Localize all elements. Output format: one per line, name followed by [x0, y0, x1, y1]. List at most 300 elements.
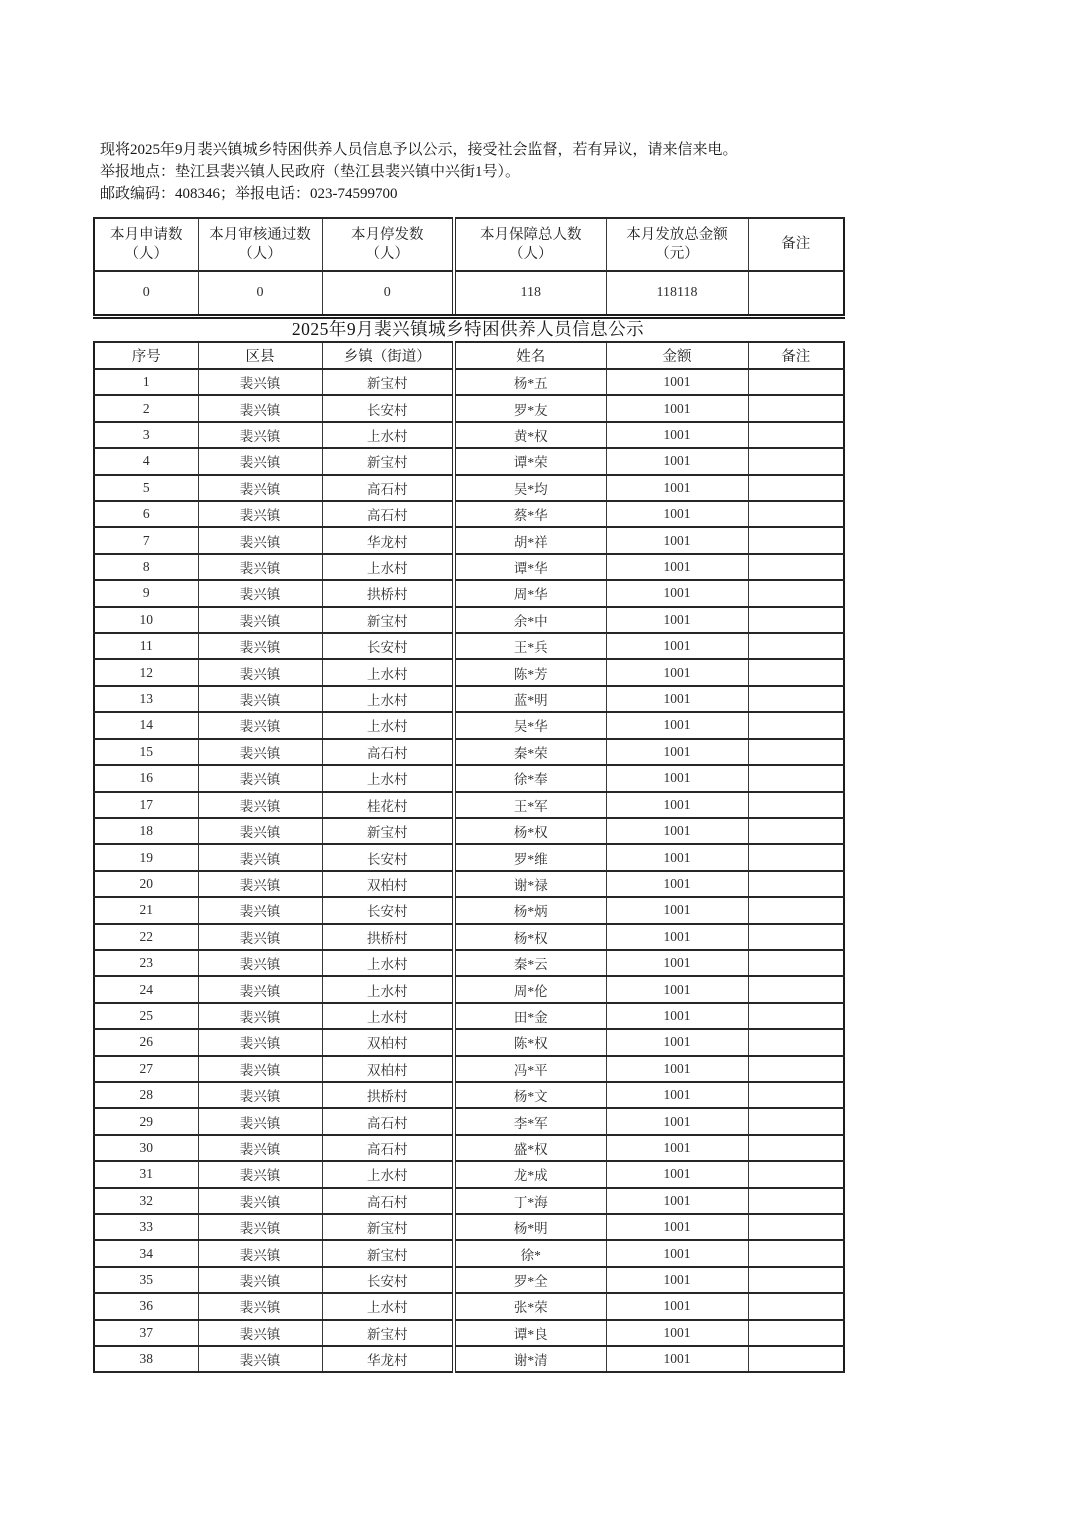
cell-amount: 1001: [606, 1029, 748, 1055]
cell-district: 裴兴镇: [198, 1267, 322, 1293]
col-header-amount: 金额: [606, 342, 748, 369]
cell-name: 蓝*明: [454, 686, 606, 712]
cell-amount: 1001: [606, 818, 748, 844]
cell-district: 裴兴镇: [198, 501, 322, 527]
cell-district: 裴兴镇: [198, 369, 322, 395]
cell-district: 裴兴镇: [198, 1161, 322, 1187]
cell-district: 裴兴镇: [198, 1346, 322, 1372]
table-row: [94, 976, 844, 1002]
cell-seq: 34: [94, 1240, 198, 1266]
table-row: [94, 765, 844, 791]
cell-town: 长安村: [322, 1267, 454, 1293]
cell-seq: 12: [94, 659, 198, 685]
cell-seq: 32: [94, 1188, 198, 1214]
table-row: [94, 1135, 844, 1161]
summary-value-note: [748, 271, 844, 316]
cell-amount: 1001: [606, 897, 748, 923]
table-row: [94, 950, 844, 976]
cell-town: 新宝村: [322, 448, 454, 474]
cell-seq: 16: [94, 765, 198, 791]
cell-note: [748, 422, 844, 448]
cell-seq: 36: [94, 1293, 198, 1319]
cell-amount: 1001: [606, 976, 748, 1002]
cell-amount: 1001: [606, 1240, 748, 1266]
cell-amount: 1001: [606, 712, 748, 738]
table-row: [94, 871, 844, 897]
table-row: [94, 686, 844, 712]
table-row: [94, 739, 844, 765]
cell-town: 新宝村: [322, 607, 454, 633]
cell-name: 陈*芳: [454, 659, 606, 685]
table-row: [94, 818, 844, 844]
table-row: [94, 422, 844, 448]
cell-town: 高石村: [322, 475, 454, 501]
cell-name: 王*军: [454, 792, 606, 818]
cell-seq: 19: [94, 844, 198, 870]
summary-value-applications: 0: [94, 271, 198, 316]
cell-note: [748, 1267, 844, 1293]
cell-seq: 10: [94, 607, 198, 633]
col-header-name: 姓名: [454, 342, 606, 369]
cell-name: 秦*荣: [454, 739, 606, 765]
table-row: [94, 1214, 844, 1240]
cell-district: 裴兴镇: [198, 1240, 322, 1266]
cell-seq: 21: [94, 897, 198, 923]
cell-note: [748, 871, 844, 897]
summary-value-stopped: 0: [322, 271, 454, 316]
cell-amount: 1001: [606, 924, 748, 950]
monthly-summary-table: [93, 217, 845, 319]
cell-town: 新宝村: [322, 369, 454, 395]
cell-name: 胡*祥: [454, 527, 606, 553]
cell-district: 裴兴镇: [198, 659, 322, 685]
summary-value-total-people: 118: [454, 271, 606, 316]
cell-amount: 1001: [606, 659, 748, 685]
cell-amount: 1001: [606, 844, 748, 870]
cell-note: [748, 1161, 844, 1187]
cell-district: 裴兴镇: [198, 1082, 322, 1108]
cell-district: 裴兴镇: [198, 448, 322, 474]
cell-seq: 13: [94, 686, 198, 712]
cell-town: 双柏村: [322, 871, 454, 897]
cell-district: 裴兴镇: [198, 976, 322, 1002]
cell-district: 裴兴镇: [198, 580, 322, 606]
cell-seq: 23: [94, 950, 198, 976]
cell-amount: 1001: [606, 475, 748, 501]
cell-seq: 24: [94, 976, 198, 1002]
table-row: [94, 924, 844, 950]
cell-note: [748, 369, 844, 395]
col-header-note: 备注: [748, 342, 844, 369]
cell-district: 裴兴镇: [198, 527, 322, 553]
cell-name: 吴*均: [454, 475, 606, 501]
cell-name: 秦*云: [454, 950, 606, 976]
cell-name: 冯*平: [454, 1056, 606, 1082]
cell-seq: 8: [94, 554, 198, 580]
cell-district: 裴兴镇: [198, 1029, 322, 1055]
table-row: [94, 897, 844, 923]
cell-district: 裴兴镇: [198, 1214, 322, 1240]
cell-town: 双柏村: [322, 1056, 454, 1082]
cell-seq: 26: [94, 1029, 198, 1055]
cell-district: 裴兴镇: [198, 475, 322, 501]
summary-col-total-people: [454, 218, 606, 271]
cell-amount: 1001: [606, 950, 748, 976]
cell-note: [748, 1108, 844, 1134]
cell-district: 裴兴镇: [198, 1056, 322, 1082]
cell-town: 上水村: [322, 1161, 454, 1187]
summary-col-stopped-label: 本月停发数: [351, 226, 424, 243]
cell-town: 新宝村: [322, 1240, 454, 1266]
cell-town: 上水村: [322, 765, 454, 791]
cell-note: [748, 659, 844, 685]
table-row: [94, 475, 844, 501]
cell-seq: 25: [94, 1003, 198, 1029]
table-row: [94, 1003, 844, 1029]
table-row: [94, 844, 844, 870]
cell-name: 罗*维: [454, 844, 606, 870]
table-row: [94, 501, 844, 527]
cell-name: 谭*荣: [454, 448, 606, 474]
cell-seq: 38: [94, 1346, 198, 1372]
cell-seq: 17: [94, 792, 198, 818]
cell-note: [748, 580, 844, 606]
cell-note: [748, 1056, 844, 1082]
cell-name: 龙*成: [454, 1161, 606, 1187]
cell-note: [748, 712, 844, 738]
cell-seq: 33: [94, 1214, 198, 1240]
cell-name: 李*军: [454, 1108, 606, 1134]
cell-town: 高石村: [322, 501, 454, 527]
cell-name: 余*中: [454, 607, 606, 633]
cell-name: 徐*奉: [454, 765, 606, 791]
cell-note: [748, 686, 844, 712]
cell-name: 杨*五: [454, 369, 606, 395]
cell-district: 裴兴镇: [198, 1188, 322, 1214]
cell-town: 长安村: [322, 633, 454, 659]
cell-note: [748, 501, 844, 527]
summary-col-stopped: [322, 218, 454, 271]
table-row: [94, 1346, 844, 1372]
cell-town: 上水村: [322, 950, 454, 976]
cell-district: 裴兴镇: [198, 792, 322, 818]
cell-amount: 1001: [606, 607, 748, 633]
cell-amount: 1001: [606, 580, 748, 606]
cell-amount: 1001: [606, 1346, 748, 1372]
cell-district: 裴兴镇: [198, 950, 322, 976]
cell-town: 上水村: [322, 712, 454, 738]
cell-town: 上水村: [322, 976, 454, 1002]
cell-name: 黄*权: [454, 422, 606, 448]
cell-seq: 37: [94, 1320, 198, 1346]
cell-name: 张*荣: [454, 1293, 606, 1319]
cell-note: [748, 844, 844, 870]
cell-name: 杨*权: [454, 818, 606, 844]
cell-district: 裴兴镇: [198, 1135, 322, 1161]
cell-district: 裴兴镇: [198, 607, 322, 633]
cell-seq: 29: [94, 1108, 198, 1134]
summary-header-row: [94, 218, 844, 271]
cell-district: 裴兴镇: [198, 765, 322, 791]
table-row: [94, 395, 844, 421]
cell-seq: 6: [94, 501, 198, 527]
summary-col-approved-unit: （人）: [238, 245, 282, 262]
cell-town: 新宝村: [322, 1214, 454, 1240]
cell-name: 徐*: [454, 1240, 606, 1266]
cell-seq: 11: [94, 633, 198, 659]
cell-amount: 1001: [606, 1267, 748, 1293]
cell-note: [748, 1320, 844, 1346]
cell-seq: 31: [94, 1161, 198, 1187]
intro-line-announcement: 现将2025年9月裴兴镇城乡特困供养人员信息予以公示，接受社会监督，若有异议，请来信来电。: [100, 142, 738, 158]
table-row: [94, 1056, 844, 1082]
summary-value-approved: 0: [198, 271, 322, 316]
table-row: [94, 633, 844, 659]
cell-amount: 1001: [606, 448, 748, 474]
summary-col-applications-label: 本月申请数: [110, 226, 183, 243]
cell-town: 上水村: [322, 686, 454, 712]
cell-name: 盛*权: [454, 1135, 606, 1161]
cell-amount: 1001: [606, 1214, 748, 1240]
summary-col-note-label: 备注: [781, 236, 811, 252]
cell-district: 裴兴镇: [198, 712, 322, 738]
table-row: [94, 712, 844, 738]
cell-name: 谢*禄: [454, 871, 606, 897]
cell-amount: 1001: [606, 527, 748, 553]
table-row: [94, 369, 844, 395]
intro-line-postcode-phone: 邮政编码：408346；举报电话：023-74599700: [100, 186, 398, 202]
cell-seq: 2: [94, 395, 198, 421]
cell-district: 裴兴镇: [198, 844, 322, 870]
cell-town: 上水村: [322, 554, 454, 580]
cell-amount: 1001: [606, 1188, 748, 1214]
table-row: [94, 1188, 844, 1214]
cell-name: 杨*文: [454, 1082, 606, 1108]
cell-note: [748, 765, 844, 791]
cell-note: [748, 1188, 844, 1214]
cell-note: [748, 633, 844, 659]
cell-town: 上水村: [322, 659, 454, 685]
cell-seq: 1: [94, 369, 198, 395]
cell-amount: 1001: [606, 1293, 748, 1319]
cell-amount: 1001: [606, 501, 748, 527]
cell-note: [748, 527, 844, 553]
summary-col-stopped-unit: （人）: [365, 245, 409, 262]
table-row: [94, 580, 844, 606]
summary-value-total-amount: 118118: [606, 271, 748, 316]
cell-amount: 1001: [606, 369, 748, 395]
cell-note: [748, 950, 844, 976]
table-row: [94, 1267, 844, 1293]
main-table-title: 2025年9月裴兴镇城乡特困供养人员信息公示: [291, 319, 645, 339]
cell-name: 罗*友: [454, 395, 606, 421]
table-row: [94, 448, 844, 474]
cell-name: 杨*权: [454, 924, 606, 950]
cell-seq: 4: [94, 448, 198, 474]
cell-town: 高石村: [322, 1108, 454, 1134]
cell-town: 双柏村: [322, 1029, 454, 1055]
cell-district: 裴兴镇: [198, 924, 322, 950]
cell-town: 上水村: [322, 1293, 454, 1319]
summary-col-total-amount-label: 本月发放总金额: [626, 226, 728, 243]
summary-col-note: [748, 218, 844, 271]
cell-note: [748, 395, 844, 421]
table-row: [94, 1108, 844, 1134]
cell-seq: 35: [94, 1267, 198, 1293]
cell-amount: 1001: [606, 1320, 748, 1346]
cell-amount: 1001: [606, 554, 748, 580]
cell-district: 裴兴镇: [198, 818, 322, 844]
cell-amount: 1001: [606, 792, 748, 818]
cell-district: 裴兴镇: [198, 1108, 322, 1134]
cell-amount: 1001: [606, 1108, 748, 1134]
cell-district: 裴兴镇: [198, 686, 322, 712]
cell-town: 高石村: [322, 739, 454, 765]
table-row: [94, 607, 844, 633]
cell-town: 拱桥村: [322, 580, 454, 606]
personnel-table: [93, 341, 845, 1373]
cell-seq: 30: [94, 1135, 198, 1161]
cell-amount: 1001: [606, 765, 748, 791]
cell-town: 长安村: [322, 844, 454, 870]
cell-name: 谢*清: [454, 1346, 606, 1372]
cell-note: [748, 1082, 844, 1108]
summary-value-row: [94, 271, 844, 316]
intro-line-report-address: 举报地点：垫江县裴兴镇人民政府（垫江县裴兴镇中兴街1号）。: [100, 164, 521, 180]
summary-col-total-people-label: 本月保障总人数: [480, 226, 582, 243]
cell-town: 高石村: [322, 1135, 454, 1161]
col-header-district: 区县: [198, 342, 322, 369]
cell-note: [748, 1135, 844, 1161]
table-row: [94, 554, 844, 580]
cell-name: 丁*海: [454, 1188, 606, 1214]
col-header-town: 乡镇（街道）: [322, 342, 454, 369]
summary-col-approved-label: 本月审核通过数: [209, 226, 311, 243]
cell-name: 田*金: [454, 1003, 606, 1029]
cell-amount: 1001: [606, 1082, 748, 1108]
cell-district: 裴兴镇: [198, 739, 322, 765]
cell-district: 裴兴镇: [198, 897, 322, 923]
cell-name: 吴*华: [454, 712, 606, 738]
cell-town: 新宝村: [322, 818, 454, 844]
table-row: [94, 659, 844, 685]
cell-name: 谭*华: [454, 554, 606, 580]
cell-note: [748, 739, 844, 765]
table-row: [94, 1082, 844, 1108]
cell-note: [748, 607, 844, 633]
cell-amount: 1001: [606, 422, 748, 448]
summary-col-total-amount-unit: （元）: [655, 245, 699, 262]
personnel-table-body: [94, 369, 844, 1372]
cell-seq: 15: [94, 739, 198, 765]
cell-note: [748, 1346, 844, 1372]
cell-town: 长安村: [322, 395, 454, 421]
cell-note: [748, 924, 844, 950]
cell-name: 周*伦: [454, 976, 606, 1002]
cell-note: [748, 1214, 844, 1240]
cell-seq: 18: [94, 818, 198, 844]
cell-district: 裴兴镇: [198, 422, 322, 448]
cell-seq: 28: [94, 1082, 198, 1108]
cell-amount: 1001: [606, 739, 748, 765]
cell-town: 华龙村: [322, 1346, 454, 1372]
cell-note: [748, 448, 844, 474]
cell-town: 华龙村: [322, 527, 454, 553]
summary-col-approved: [198, 218, 322, 271]
cell-name: 王*兵: [454, 633, 606, 659]
cell-note: [748, 475, 844, 501]
cell-seq: 9: [94, 580, 198, 606]
cell-district: 裴兴镇: [198, 1003, 322, 1029]
summary-col-total-people-unit: （人）: [509, 245, 553, 262]
notice-intro: [100, 139, 738, 205]
cell-amount: 1001: [606, 395, 748, 421]
cell-name: 杨*明: [454, 1214, 606, 1240]
cell-amount: 1001: [606, 1056, 748, 1082]
cell-note: [748, 1240, 844, 1266]
table-row: [94, 1240, 844, 1266]
cell-name: 周*华: [454, 580, 606, 606]
cell-note: [748, 1029, 844, 1055]
cell-seq: 3: [94, 422, 198, 448]
cell-amount: 1001: [606, 1003, 748, 1029]
cell-town: 桂花村: [322, 792, 454, 818]
table-row: [94, 527, 844, 553]
summary-col-applications-unit: （人）: [124, 245, 168, 262]
cell-note: [748, 1003, 844, 1029]
table-row: [94, 1161, 844, 1187]
cell-seq: 5: [94, 475, 198, 501]
cell-town: 上水村: [322, 422, 454, 448]
cell-note: [748, 818, 844, 844]
cell-seq: 22: [94, 924, 198, 950]
cell-seq: 14: [94, 712, 198, 738]
cell-town: 长安村: [322, 897, 454, 923]
cell-district: 裴兴镇: [198, 554, 322, 580]
table-row: [94, 1293, 844, 1319]
cell-district: 裴兴镇: [198, 1293, 322, 1319]
table-row: [94, 792, 844, 818]
cell-note: [748, 1293, 844, 1319]
cell-town: 拱桥村: [322, 1082, 454, 1108]
cell-note: [748, 554, 844, 580]
summary-col-applications: [94, 218, 198, 271]
cell-district: 裴兴镇: [198, 395, 322, 421]
cell-note: [748, 792, 844, 818]
cell-town: 拱桥村: [322, 924, 454, 950]
cell-seq: 7: [94, 527, 198, 553]
cell-amount: 1001: [606, 686, 748, 712]
cell-amount: 1001: [606, 633, 748, 659]
cell-seq: 20: [94, 871, 198, 897]
cell-town: 高石村: [322, 1188, 454, 1214]
cell-amount: 1001: [606, 871, 748, 897]
table-row: [94, 1320, 844, 1346]
cell-name: 蔡*华: [454, 501, 606, 527]
personnel-header-row: [94, 342, 844, 369]
col-header-seq: 序号: [94, 342, 198, 369]
cell-amount: 1001: [606, 1161, 748, 1187]
cell-amount: 1001: [606, 1135, 748, 1161]
summary-col-total-amount: [606, 218, 748, 271]
cell-town: 上水村: [322, 1003, 454, 1029]
cell-town: 新宝村: [322, 1320, 454, 1346]
cell-name: 罗*全: [454, 1267, 606, 1293]
cell-name: 谭*良: [454, 1320, 606, 1346]
cell-district: 裴兴镇: [198, 633, 322, 659]
cell-note: [748, 976, 844, 1002]
cell-name: 杨*炳: [454, 897, 606, 923]
